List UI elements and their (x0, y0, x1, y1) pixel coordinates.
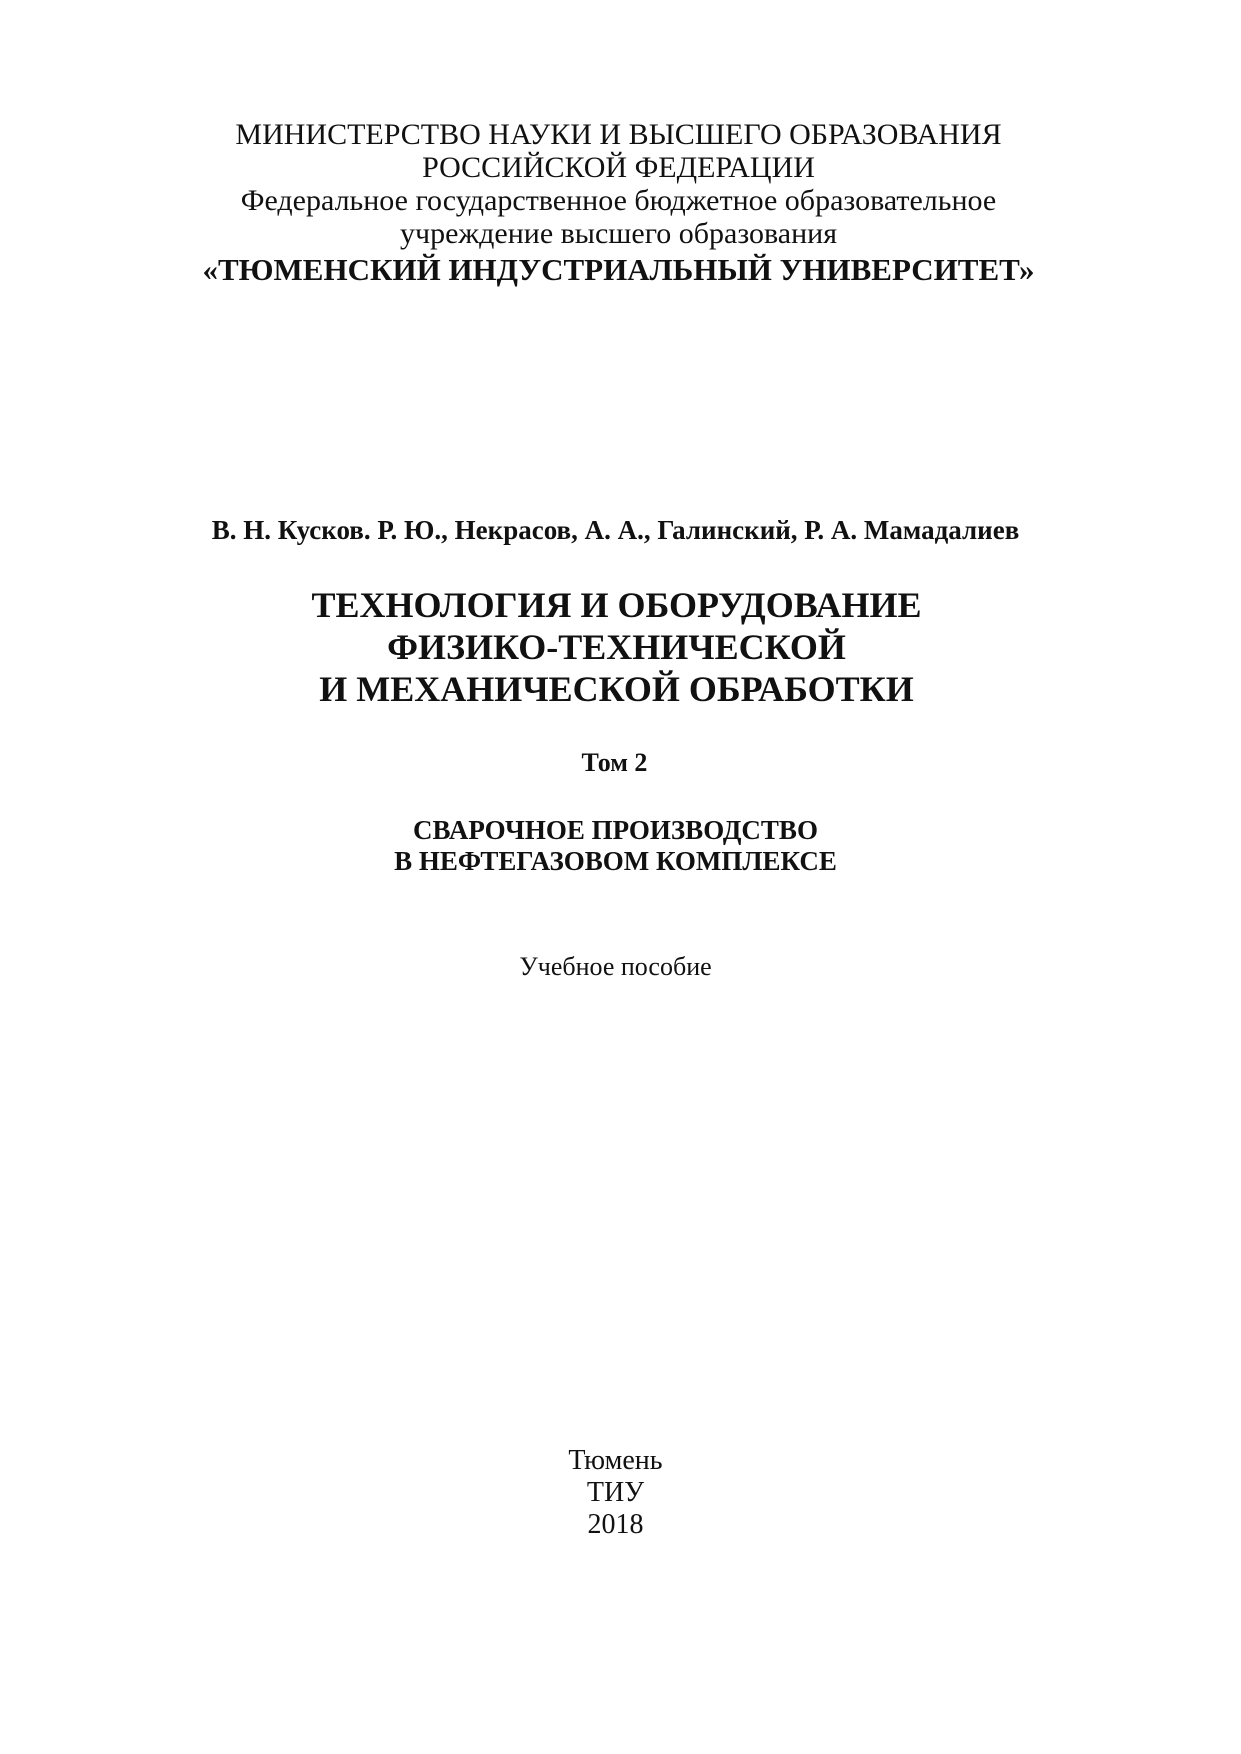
book-title-line-1: ТЕХНОЛОГИЯ И ОБОРУДОВАНИЕ (311, 585, 922, 625)
document-type (0, 952, 1236, 982)
institution-line-1: Федеральное государственное бюджетное образовательное (240, 184, 997, 217)
book-title-line-3: И МЕХАНИЧЕСКОЙ ОБРАБОТКИ (319, 669, 914, 709)
imprint-publisher: ТИУ (586, 1477, 645, 1508)
volume-subtitle-line-1: СВАРОЧНОЕ ПРОИЗВОДСТВО (413, 815, 818, 845)
ministry-line-1: МИНИСТЕРСТВО НАУКИ И ВЫСШЕГО ОБРАЗОВАНИЯ (235, 118, 1002, 151)
ministry-line-2: РОССИЙСКОЙ ФЕДЕРАЦИИ (422, 151, 815, 184)
university-name: «ТЮМЕНСКИЙ ИНДУСТРИАЛЬНЫЙ УНИВЕРСИТЕТ» (202, 252, 1035, 287)
authors (0, 514, 1236, 546)
imprint-year: 2018 (587, 1509, 644, 1540)
publisher-header (0, 118, 1239, 286)
volume-text: Том 2 (581, 748, 648, 777)
volume-subtitle-line-2: В НЕФТЕГАЗОВОМ КОМПЛЕКСЕ (394, 846, 837, 876)
document-type-text: Учебное пособие (519, 952, 712, 981)
imprint-city: Тюмень (568, 1445, 663, 1476)
volume-label (0, 748, 1235, 778)
volume-subtitle (0, 815, 1236, 877)
institution-line-2: учреждение высшего образования (400, 217, 837, 250)
book-title-line-2: ФИЗИКО-ТЕХНИЧЕСКОЙ (387, 627, 846, 667)
authors-line: В. Н. Кусков. Р. Ю., Некрасов, А. А., Галинский, Р. А. Мамадалиев (211, 515, 1020, 545)
book-title (0, 584, 1237, 710)
imprint (0, 1445, 1236, 1541)
